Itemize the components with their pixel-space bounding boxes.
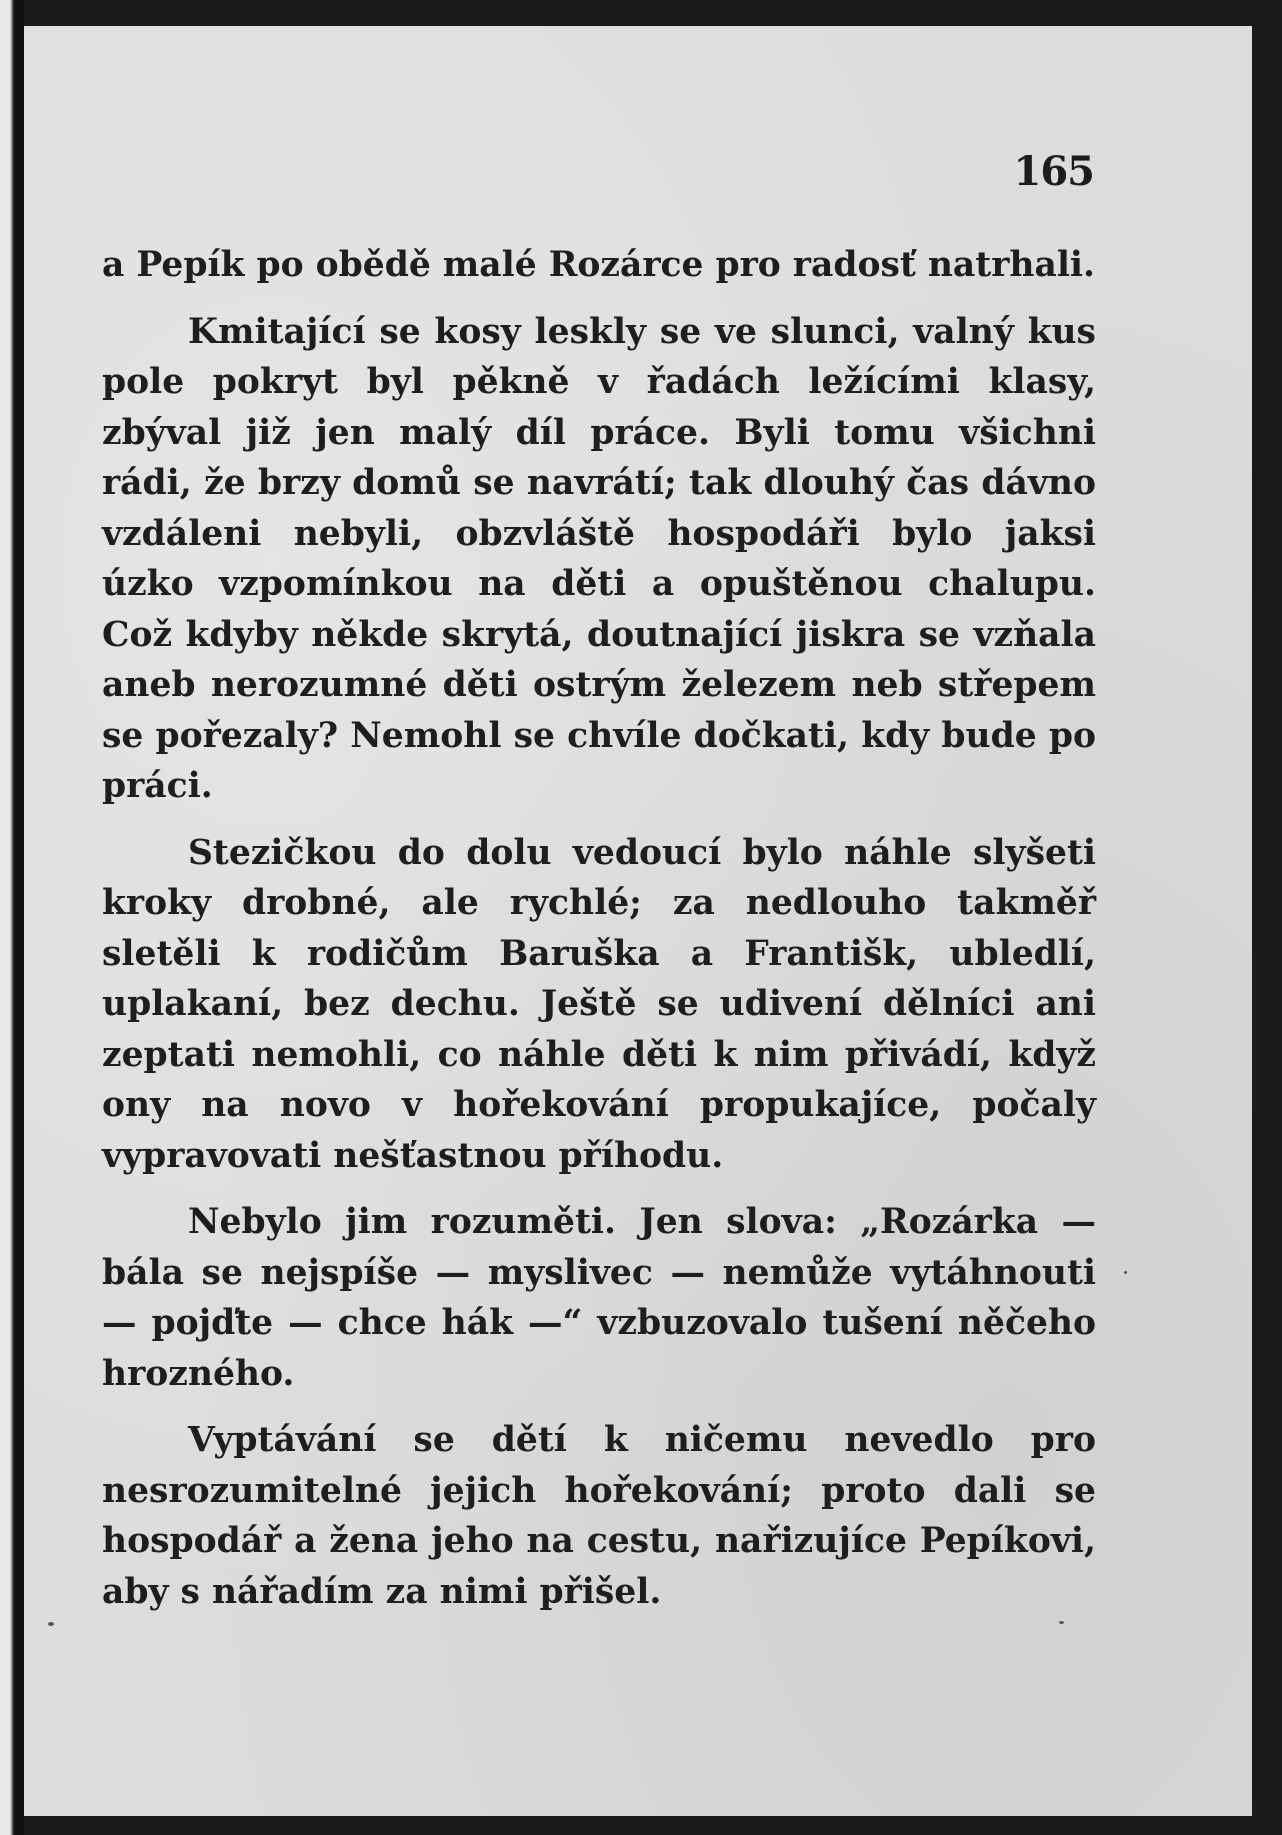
scan-speck <box>1059 1621 1064 1624</box>
page-text <box>102 240 1096 1633</box>
scan-left-edge <box>0 0 24 1835</box>
paragraph-3: Stezičkou do dolu vedoucí bylo náhle slyšeti kroky drobné, ale rychlé; za nedlouho takměř sletěli k rodičům Baruška a Františk, ubledlí, uplakaní, bez dechu. Ještě se udivení dělníci ani zeptati nemohli, co náhle děti k nim přivádí, když ony na novo v hořekování propukajíce, počaly vypravovati nešťastnou příhodu. <box>102 832 1096 1176</box>
paragraph-2: Kmitající se kosy leskly se ve slunci, valný kus pole pokryt byl pěkně v řadách ležícími klasy, zbýval již jen malý díl práce. Byli tomu všichni rádi, že brzy domů se navrátí; tak dlouhý čas dávno vzdáleni nebyli, obzvláště hospodáři bylo jaksi úzko vzpomínkou na děti a opuštěnou chalupu. Což kdyby někde skrytá, doutnající jiskra se vzňala aneb nerozumné děti ostrým železem neb střepem se pořezaly? Nemohl se chvíle dočkati, kdy bude po práci. <box>102 311 1096 806</box>
paragraph-1: a Pepík po obědě malé Rozárce pro radosť natrhali. <box>102 245 1096 285</box>
scan-speck <box>1124 1271 1127 1274</box>
page-number: 165 <box>1013 148 1094 195</box>
paragraph-4: Nebylo jim rozuměti. Jen slova: „Rozárka — bála se nejspíše — myslivec — nemůže vytáhnouti — pojďte — chce hák —“ vzbuzovalo tušení něčeho hrozného. <box>102 1202 1096 1394</box>
book-page <box>24 26 1252 1816</box>
scan-speck <box>48 1622 54 1626</box>
paragraph-5: Vyptávání se dětí k ničemu nevedlo pro nesrozumitelné jejich hořekování; proto dali se hospodář a žena jeho na cestu, nařizujíce Pepíkovi, aby s nářadím za nimi přišel. <box>102 1420 1096 1612</box>
